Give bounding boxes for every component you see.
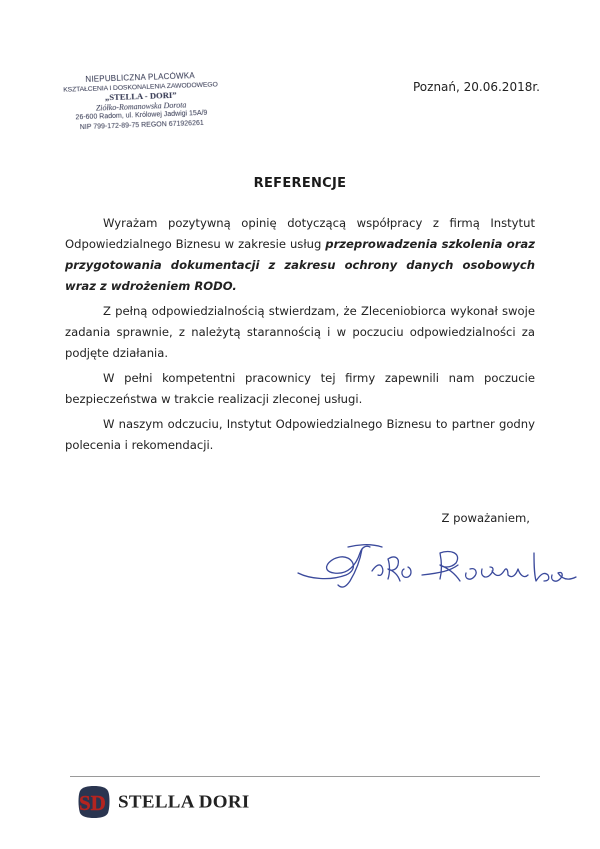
letter-date: Poznań, 20.06.2018r. bbox=[413, 80, 540, 94]
stamp-line-3: „STELLA - DORI” bbox=[104, 89, 177, 103]
stamp-line-1: NIEPUBLICZNA PLACÓWKA bbox=[85, 71, 196, 84]
paragraph-2: Z pełną odpowiedzialnością stwierdzam, że Zleceniobiorca wykonał swoje zadania sprawnie, z należytą starannością i w poczuciu odpowiedzialności za podjęte działania. bbox=[65, 304, 535, 360]
stamp-line-2: KSZTAŁCENIA I DOSKONALENIA ZAWODOWEGO bbox=[63, 80, 218, 94]
letter-body bbox=[65, 213, 535, 460]
stella-dori-logo-icon bbox=[76, 785, 112, 819]
paragraph-1-emphasis: przeprowadzenia szkolenia oraz przygotowania dokumentacji z zakresu ochrony danych osobowych wraz z wdrożeniem RODO. bbox=[65, 237, 535, 293]
footer-divider bbox=[70, 776, 540, 777]
footer-brand-name: STELLA DORI bbox=[118, 792, 250, 813]
paragraph-1 bbox=[65, 213, 535, 297]
paragraph-1-text: Wyrażam pozytywną opinię dotyczącą współpracy z firmą Instytut Odpowiedzialnego Biznesu w zakresie usług bbox=[65, 216, 535, 251]
paragraph-4: W naszym odczuciu, Instytut Odpowiedzialnego Biznesu to partner godny polecenia i rekomendacji. bbox=[65, 417, 535, 452]
stamp-line-5: 26-600 Radom, ul. Królowej Jadwigi 15A/9 bbox=[75, 110, 208, 122]
stamp-line-6: NIP 799-172-89-75 REGON 671926261 bbox=[79, 119, 204, 132]
stamp-line-4: Ziółko-Romanowska Dorota bbox=[95, 100, 187, 113]
handwritten-signature bbox=[290, 535, 590, 595]
letter-title: REFERENCJE bbox=[253, 176, 347, 191]
company-stamp bbox=[55, 70, 227, 133]
closing-salutation: Z poważaniem, bbox=[441, 511, 530, 525]
logo-monogram: SD bbox=[79, 791, 106, 815]
paragraph-3: W pełni kompetentni pracownicy tej firmy zapewnili nam poczucie bezpieczeństwa w trakcie realizacji zleconej usługi. bbox=[65, 371, 535, 406]
